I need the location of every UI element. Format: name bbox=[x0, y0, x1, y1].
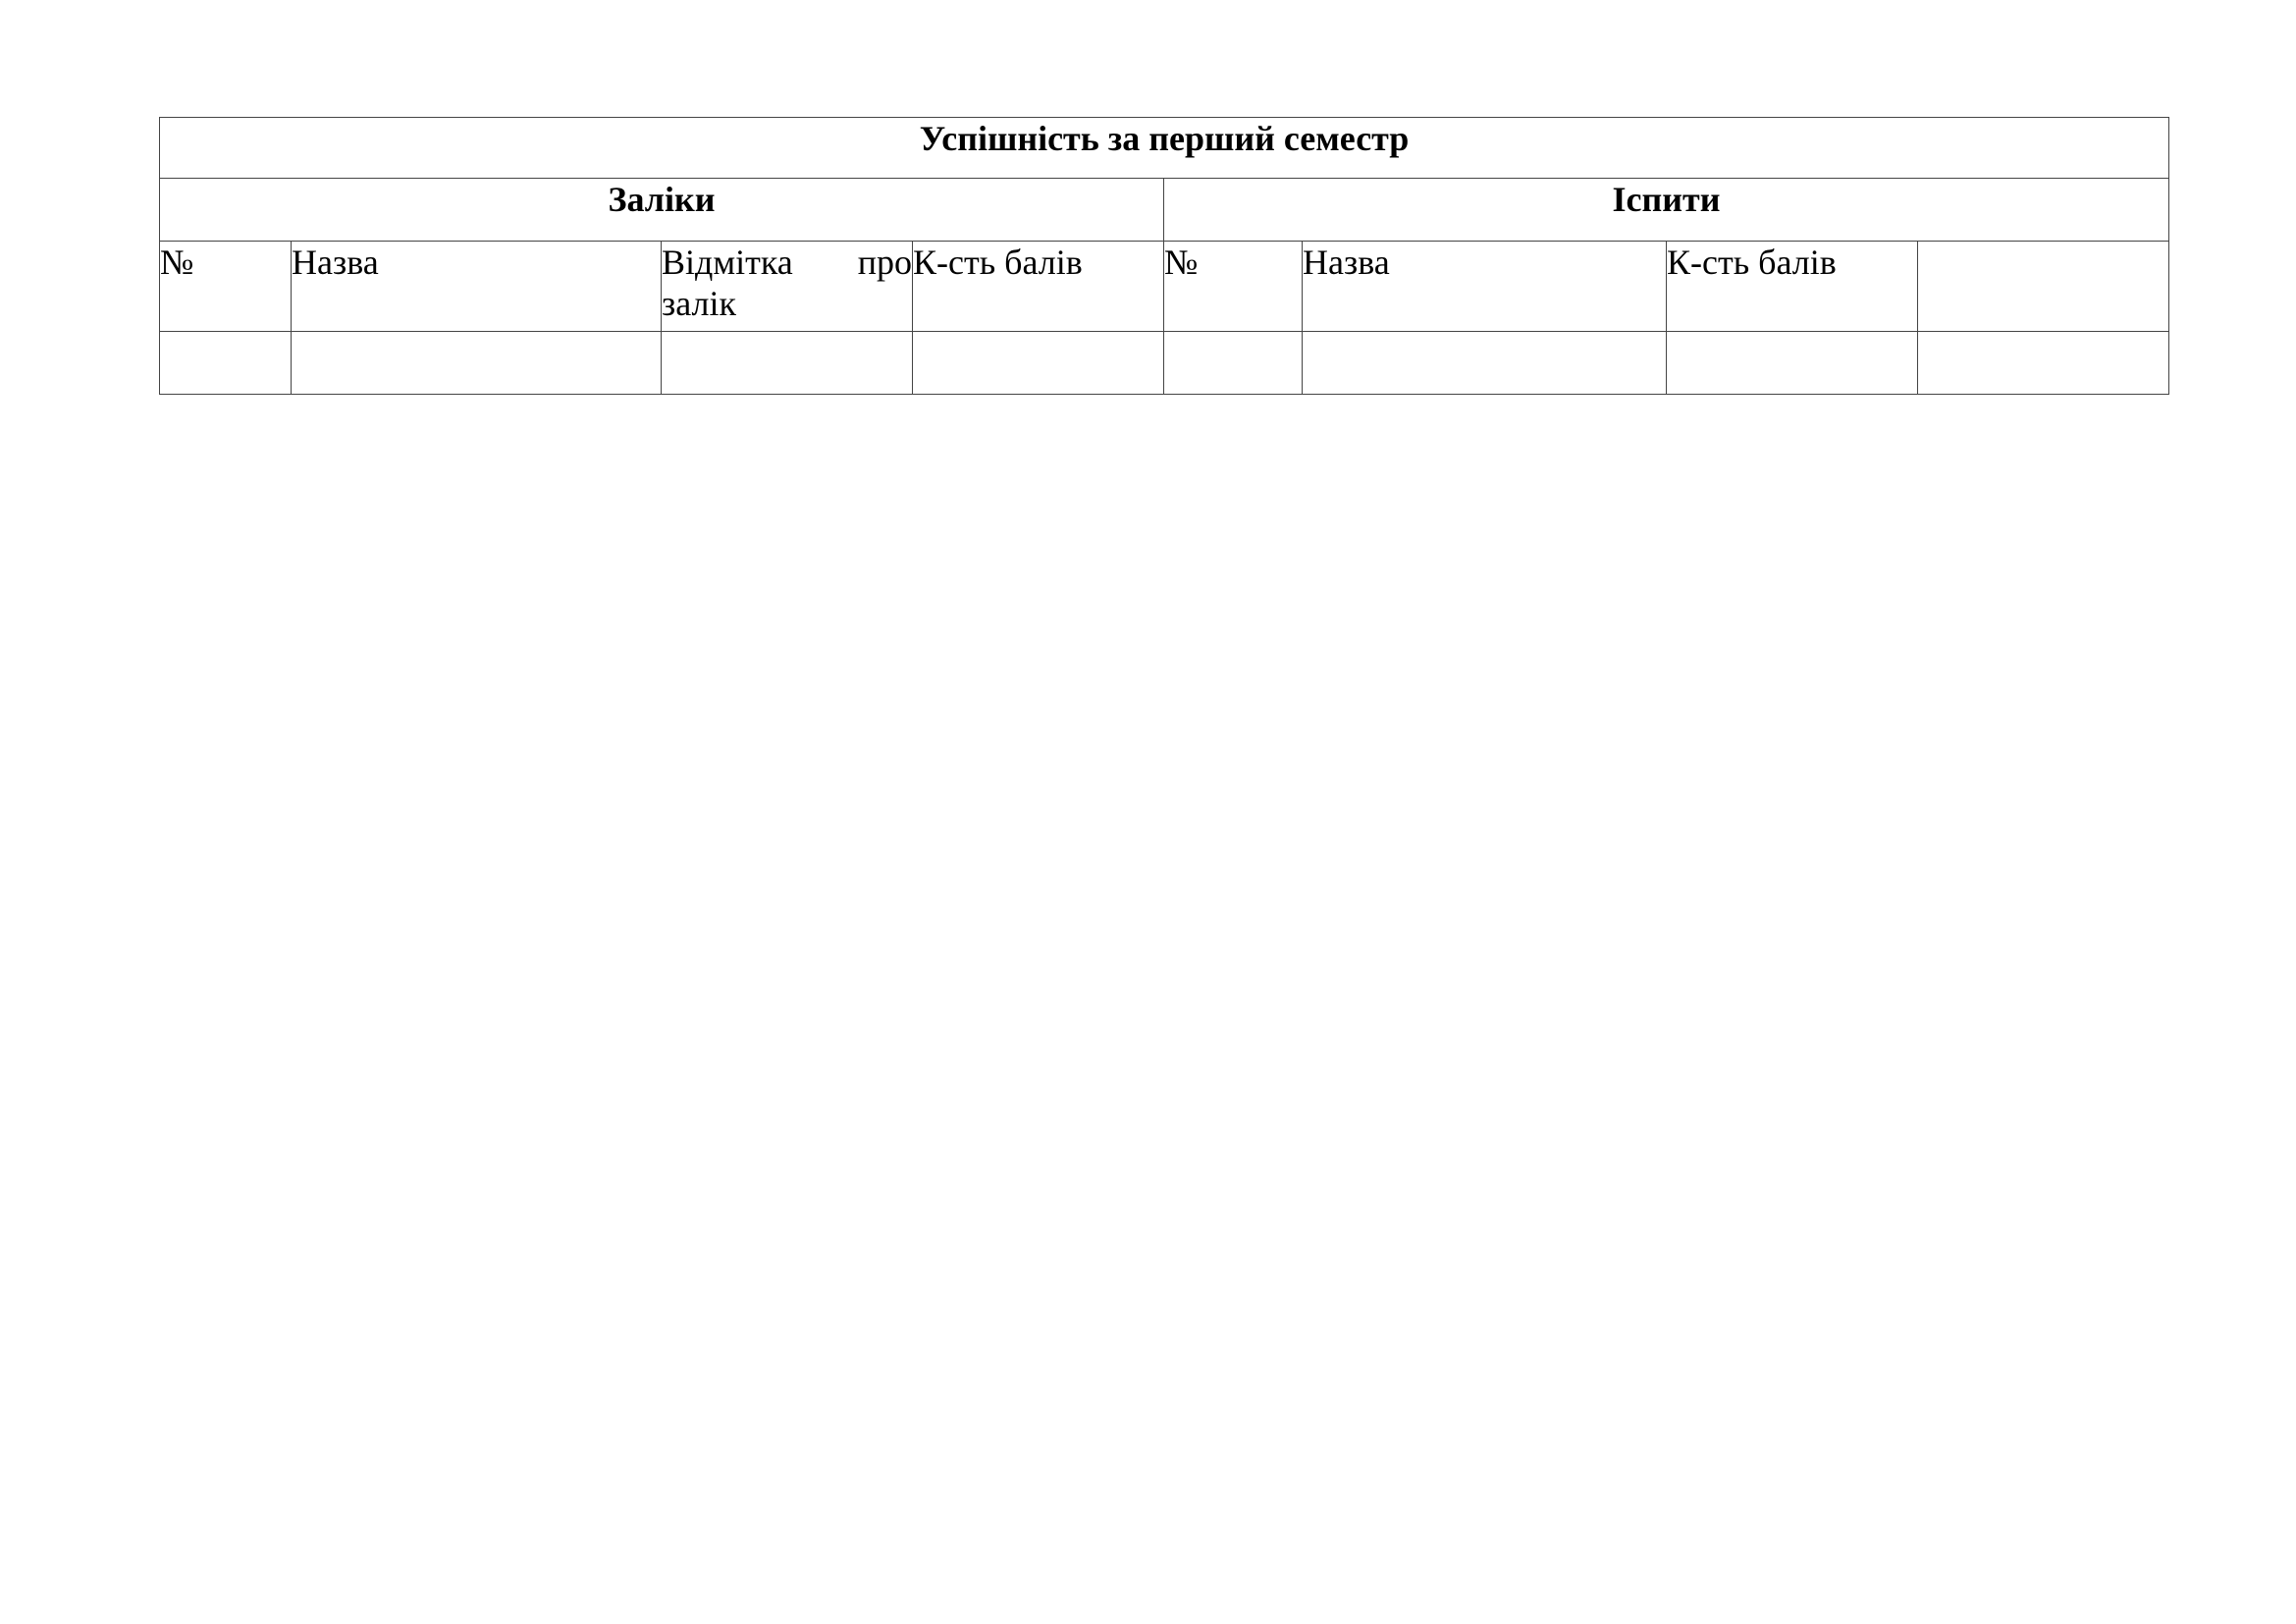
table-cell bbox=[913, 332, 1164, 395]
credits-mark-header: Відмітка про залік bbox=[662, 242, 913, 332]
table-cell bbox=[292, 332, 662, 395]
credits-group-header: Заліки bbox=[160, 179, 1164, 242]
group-header-row bbox=[160, 179, 2169, 242]
exams-number-header: № bbox=[1164, 242, 1303, 332]
table-title-row bbox=[160, 118, 2169, 179]
credits-points-header: К-сть балів bbox=[913, 242, 1164, 332]
table-cell bbox=[662, 332, 913, 395]
exams-extra-header bbox=[1918, 242, 2169, 332]
table-cell bbox=[1667, 332, 1918, 395]
exams-group-header: Іспити bbox=[1164, 179, 2169, 242]
credits-name-header: Назва bbox=[292, 242, 662, 332]
column-header-row bbox=[160, 242, 2169, 332]
table-title: Успішність за перший семестр bbox=[160, 118, 2169, 179]
table-cell bbox=[1303, 332, 1667, 395]
table-cell bbox=[1164, 332, 1303, 395]
table-cell bbox=[160, 332, 292, 395]
table-cell bbox=[1918, 332, 2169, 395]
grades-table bbox=[159, 117, 2169, 395]
exams-points-header: К-сть балів bbox=[1667, 242, 1918, 332]
exams-name-header: Назва bbox=[1303, 242, 1667, 332]
credits-number-header: № bbox=[160, 242, 292, 332]
table-row bbox=[160, 332, 2169, 395]
